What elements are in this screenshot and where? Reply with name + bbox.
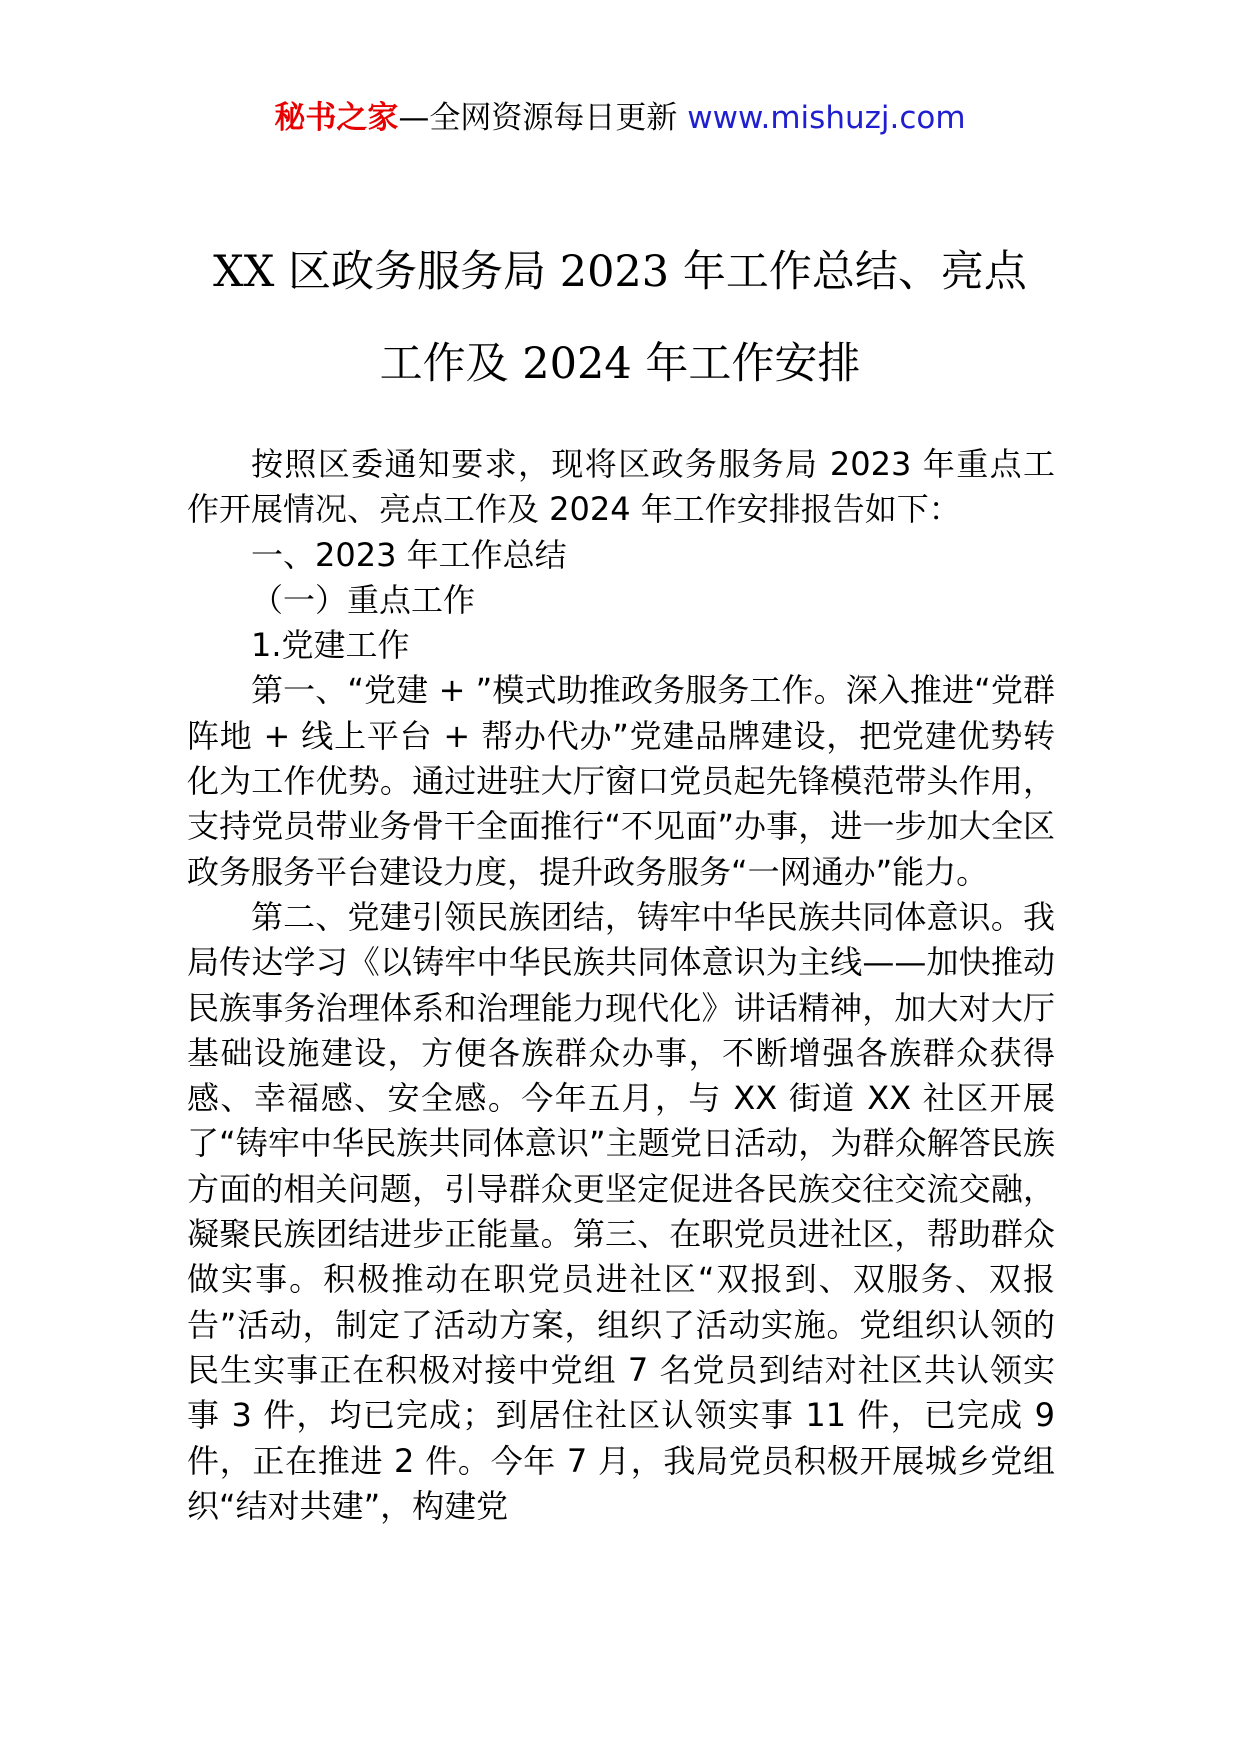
site-url-link[interactable]: www.mishuzj.com	[687, 100, 966, 136]
site-brand: 秘书之家	[274, 100, 399, 136]
paragraph-first: 第一、“党建 + ”模式助推政务服务工作。深入推进“党群阵地 + 线上平台 + 帮办代办”党建品牌建设，把党建优势转化为工作优势。通过进驻大厅窗口党员起先锋模范带头作用，支持党员带业务骨干全面推行“不见面”办事，进一步加大全区政务服务平台建设力度，提升政务服务“一网通办”能力。	[187, 671, 1055, 891]
document-title	[120, 226, 1120, 410]
intro-paragraph: 按照区委通知要求，现将区政务服务局 2023 年重点工作开展情况、亮点工作及 2024 年工作安排报告如下：	[187, 445, 1055, 529]
title-line-2: 工作及 2024 年工作安排	[379, 339, 861, 389]
subsection-heading: （一）重点工作	[251, 580, 476, 619]
document-body	[187, 442, 1055, 1529]
site-banner	[0, 98, 1240, 138]
paragraph-second: 第二、党建引领民族团结，铸牢中华民族共同体意识。我局传达学习《以铸牢中华民族共同体意识为主线——加快推动民族事务治理体系和治理能力现代化》讲话精神，加大对大厅基础设施建设，方便各族群众办事，不断增强各族群众获得感、幸福感、安全感。今年五月，与 XX 街道 XX 社区开展了“铸牢中华民族共同体意识”主题党日活动，为群众解答民族方面的相关问题，引导群众更坚定促进各民族交往交流交融，凝聚民族团结进步正能量。第三、在职党员进社区，帮助群众做实事。积极推动在职党员进社区“双报到、双服务、双报告”活动，制定了活动方案，组织了活动实施。党组织认领的民生实事正在积极对接中党组 7 名党员到结对社区共认领实事 3 件，均已完成；到居住社区认领实事 11 件，已完成 9 件，正在推进 2 件。今年 7 月，我局党员积极开展城乡党组织“结对共建”，构建党	[187, 897, 1055, 1525]
title-line-1: XX 区政务服务局 2023 年工作总结、亮点	[213, 247, 1027, 297]
item-heading: 1.党建工作	[251, 626, 410, 665]
section-heading: 一、2023 年工作总结	[251, 535, 567, 574]
site-tagline: —全网资源每日更新	[398, 100, 688, 136]
